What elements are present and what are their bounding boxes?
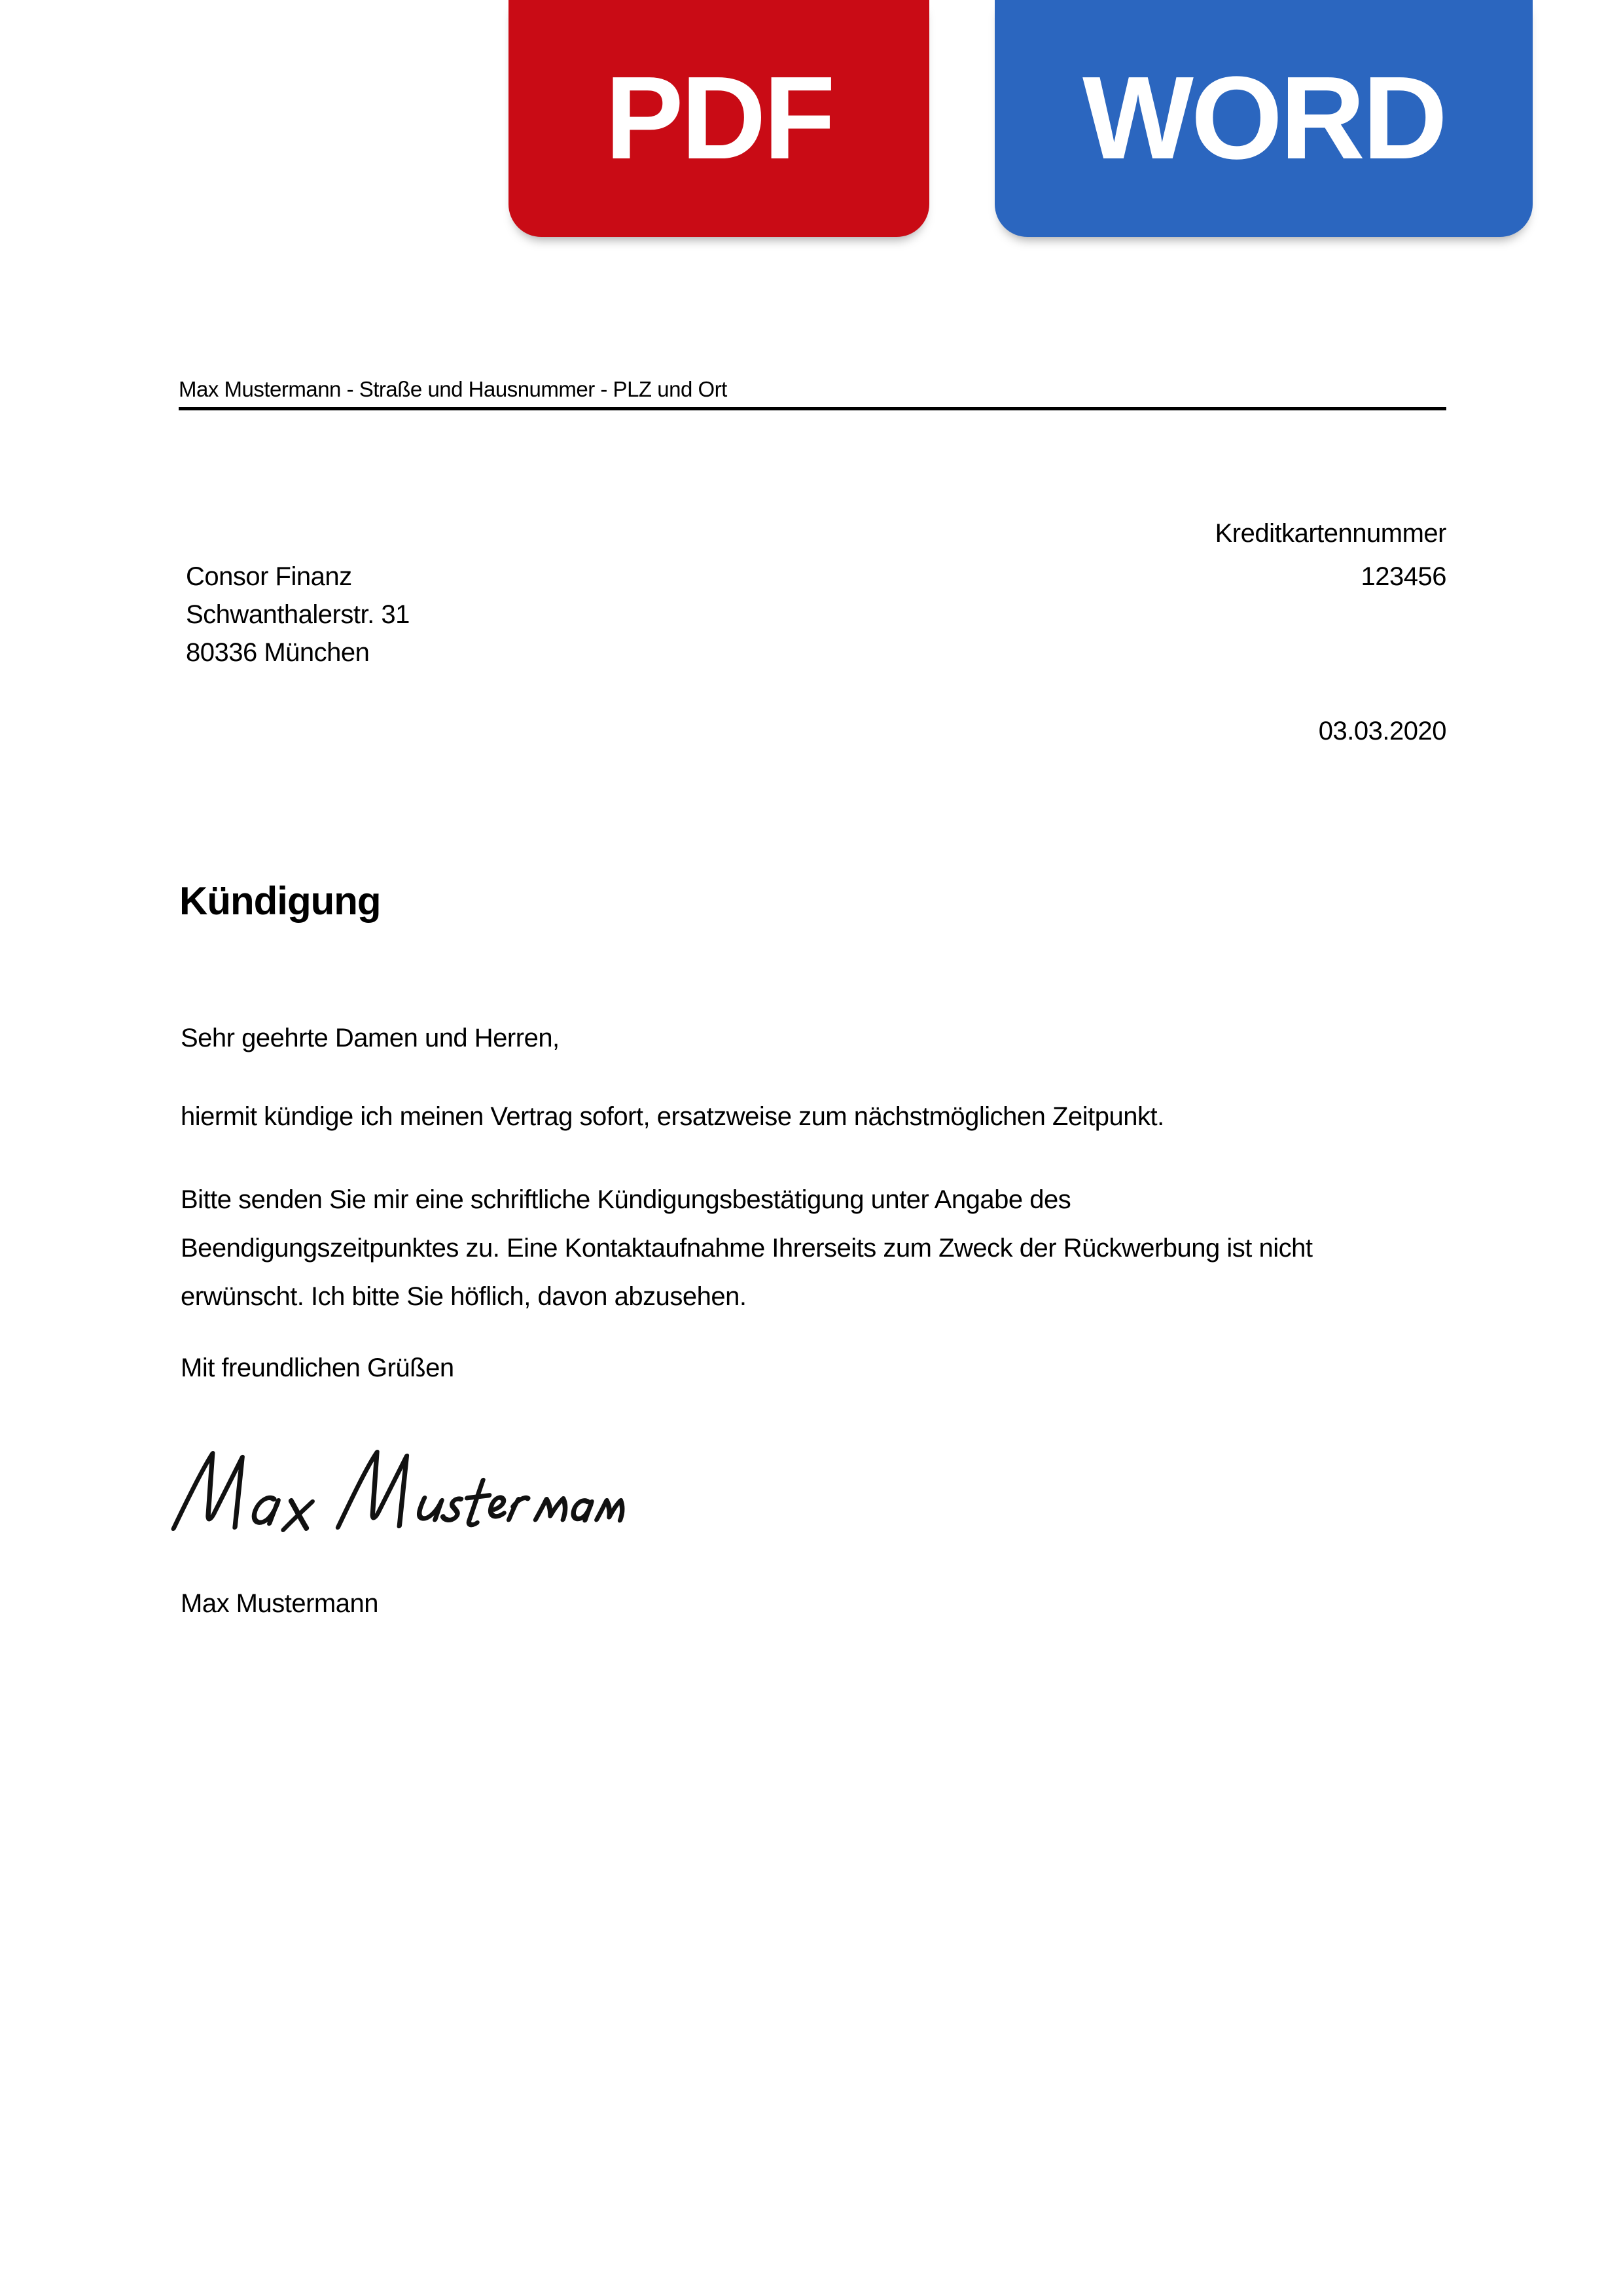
salutation: Sehr geehrte Damen und Herren,	[181, 1024, 560, 1052]
recipient-address-block	[186, 558, 410, 672]
letter-date: 03.03.2020	[1318, 717, 1446, 745]
download-word-button[interactable]: WORD	[995, 0, 1533, 237]
paragraph-confirmation-line: Beendigungszeitpunktes zu. Eine Kontaktaufnahme Ihrerseits zum Zweck der Rückwerbung ist nicht	[181, 1234, 1313, 1263]
recipient-name: Consor Finanz	[186, 562, 352, 591]
recipient-street: Schwanthalerstr. 31	[186, 600, 410, 629]
paragraph-confirmation-line: erwünscht. Ich bitte Sie höflich, davon abzusehen.	[181, 1282, 747, 1311]
sender-address-line: Max Mustermann - Straße und Hausnummer - PLZ und Ort	[179, 377, 727, 401]
paragraph-cancellation: hiermit kündige ich meinen Vertrag sofort, ersatzweise zum nächstmöglichen Zeitpunkt.	[181, 1102, 1164, 1131]
paragraph-confirmation-line: Bitte senden Sie mir eine schriftliche Kündigungsbestätigung unter Angabe des	[181, 1185, 1071, 1214]
recipient-city: 80336 München	[186, 638, 370, 667]
reference-label: Kreditkartennummer	[1215, 519, 1446, 548]
reference-value: 123456	[1361, 562, 1446, 591]
printed-name: Max Mustermann	[181, 1589, 378, 1618]
handwritten-signature	[169, 1439, 627, 1543]
download-pdf-button[interactable]: PDF	[508, 0, 929, 237]
reference-block	[1215, 512, 1446, 598]
subject-heading: Kündigung	[179, 879, 381, 923]
sender-rule-divider	[179, 407, 1446, 410]
signature-svg	[169, 1439, 627, 1543]
closing-phrase: Mit freundlichen Grüßen	[181, 1354, 454, 1382]
paragraph-confirmation	[181, 1175, 1312, 1321]
